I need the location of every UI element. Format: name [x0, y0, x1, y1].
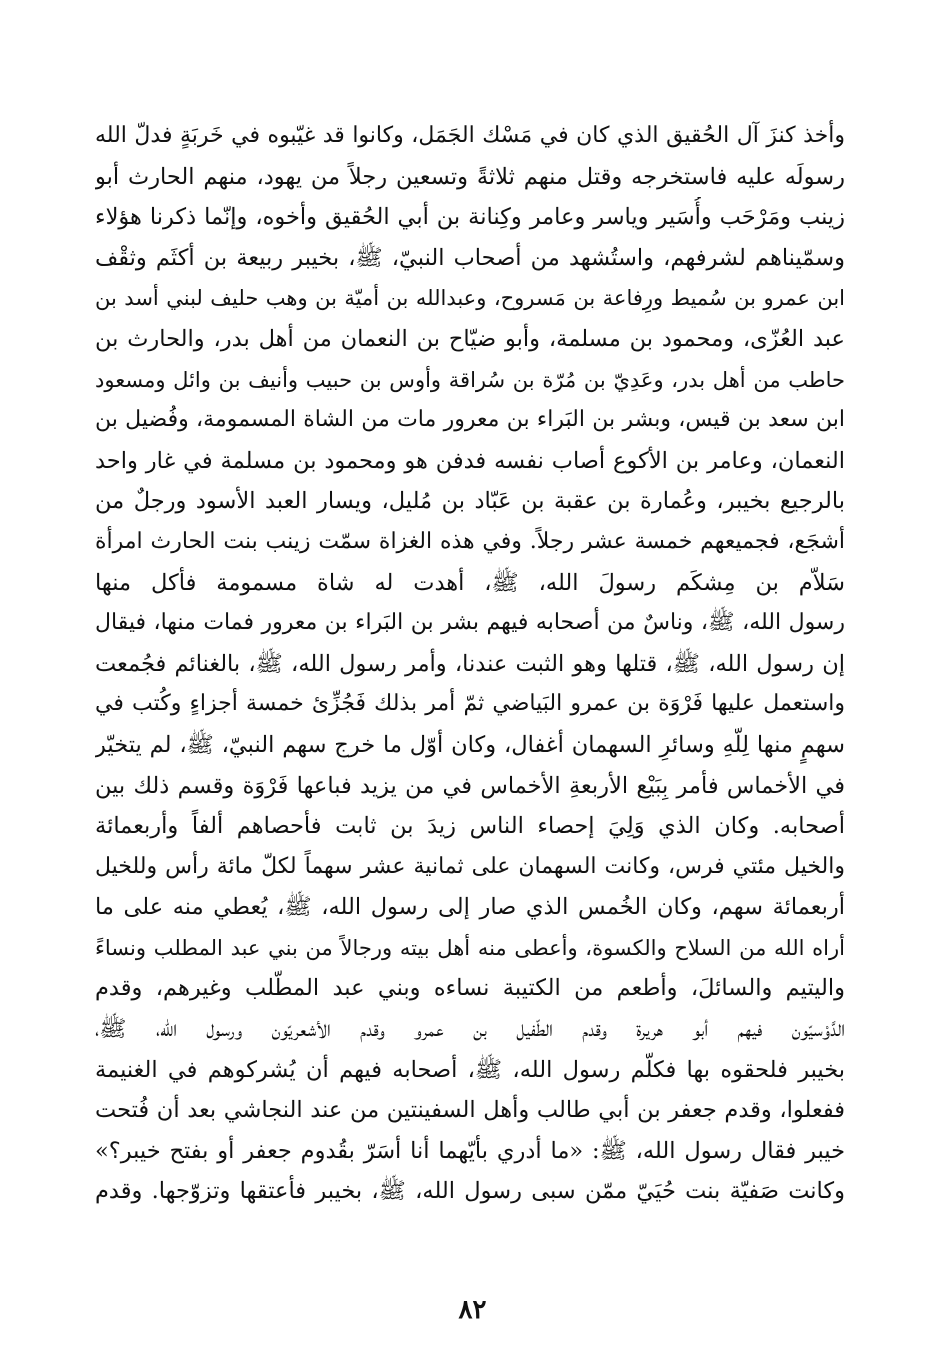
text-line: زينب ومَرْحَب وأُسَير وياسر وعامر وكِنانة بن أبي الحُقيق وأخوه، وإنّما ذكرنا هؤلاء: [95, 204, 845, 231]
text-line: واستعمل عليها فَرْوَة بن عمرو البَياضي ثمّ أمر بذلك فَجُزِّئ خمسة أجزاءٍ وكُتب في: [95, 691, 845, 717]
text-line: الدَّوْسيّون فيهم أبو هريرة وقدم الطّفيل بن عمرو وقدم الأشعريّون ورسول الله، ﷺ،: [95, 1016, 845, 1043]
text-line: إن رسول الله، ﷺ، قتلها وهو الثبت عندنا، وأمر رسول الله، ﷺ، بالغنائم فجُمعت: [95, 650, 845, 677]
text-line: رسولَه عليه فاستخرجه وقتل منهم ثلاثةً وتسعين رجلاً من يهود، منهم الحارث أبو: [95, 163, 845, 190]
page-number: ٨٢: [458, 1295, 487, 1325]
text-line: رسول الله، ﷺ، وناسٌ من أصحابه فيهم بشر بن البَراء بن معرور فمات منها، فيقال: [95, 610, 845, 636]
text-line: واليتيم والسائلَ، وأطعم من الكتيبة نساءه وبني عبد المطّلب وغيرهم، وقدم: [95, 975, 845, 1002]
text-line: أصحابه. وكان الذي وَلِيَ إحصاء الناس زيدَ بن ثابت فأحصاهم ألفاً وأربعمائة: [95, 813, 845, 840]
text-line: خيبر فقال رسول الله، ﷺ: «ما أدري بأيّهما أنا أسَرّ بقُدوم جعفر أو بفتح خيبر؟»: [95, 1137, 845, 1164]
text-line: ابن سعد بن قيس، وبشر بن البَراء بن معرور مات من الشاة المسمومة، وفُضيل بن: [95, 407, 845, 433]
text-line: النعمان، وعامر بن الأكوع أصاب نفسه فدفن هو ومحمود بن مسلمة في غار واحد: [95, 447, 845, 474]
text-line: بالرجيع بخيبر، وعُمارة بن عقبة بن عَبّاد بن مُليل، ويسار العبد الأسود ورجلٌ من: [95, 488, 845, 515]
text-line: ففعلوا، وقدم جعفر بن أبي طالب وأهل السفينتين من عند النجاشي بعد أن فُتحت: [95, 1097, 845, 1124]
text-line: ابن عمرو بن سُميط ورِفاعة بن مَسروح، وعبدالله بن أميّة بن وهب حليف لبني أسد بن: [95, 286, 845, 311]
text-line: أربعمائة سهم، وكان الخُمس الذي صار إلى رسول الله، ﷺ، يُعطي منه على ما: [95, 894, 845, 921]
text-line: وكانت صَفيّة بنت حُيَيّ ممّن سبى رسول الله، ﷺ، بخيبر فأعتقها وتزوّجها. وقدم: [95, 1178, 845, 1205]
text-line: بخيبر فلحقوه بها فكلّم رسول الله، ﷺ، أصحابه فيهم أن يُشركوهم في الغنيمة: [95, 1056, 845, 1083]
text-line: وأخذ كنزَ آل الحُقيق الذي كان في مَسْك الجَمَل، وكانوا قد غيّبوه في خَربَةٍ فدلّ الله: [95, 123, 845, 148]
text-line: سهمٍ منها لِلّهِ وسائرِ السهمان أغفال، وكان أوّل ما خرج سهم النبيّ، ﷺ، لم يتخيّر: [95, 731, 845, 758]
text-line: أراه الله من السلاح والكسوة، وأعطى منه أهل بيته ورجالاً من بني عبد المطلب ونساءً: [95, 935, 845, 960]
body-text: [95, 116, 845, 1212]
text-line: عبد العُزّى، ومحمود بن مسلمة، وأبو ضيّاح بن النعمان من أهل بدر، والحارث بن: [95, 325, 845, 352]
text-line: حاطب من أهل بدر، وعَدِيّ بن مُرّة بن سُراقة وأوس بن حبيب وأنيف بن وائل ومسعود: [95, 367, 845, 392]
text-line: وسمّيناهم لشرفهم، واستُشهد من أصحاب النبيّ، ﷺ، بخيبر ربيعة بن أكثَم وثقْف: [95, 244, 845, 271]
text-line: أشجَع، فجميعهم خمسة عشر رجلاً. وفي هذه الغزاة سمّت زينب بنت الحارث امرأة: [95, 528, 845, 554]
text-line: في الأخماس فأمر بِبَيْع الأربعةِ الأخماس في من يزيد فباعها فَرْوَة وقسم ذلك بين: [95, 772, 845, 799]
text-line: سَلاّم بن مِشكَم رسولَ الله، ﷺ، أهدت له شاة مسمومة فأكل منها: [95, 569, 845, 596]
text-line: والخيل مئتي فرس، وكانت السهمان على ثمانية عشر سهماً لكلّ مائة رأس وللخيل: [95, 853, 845, 879]
